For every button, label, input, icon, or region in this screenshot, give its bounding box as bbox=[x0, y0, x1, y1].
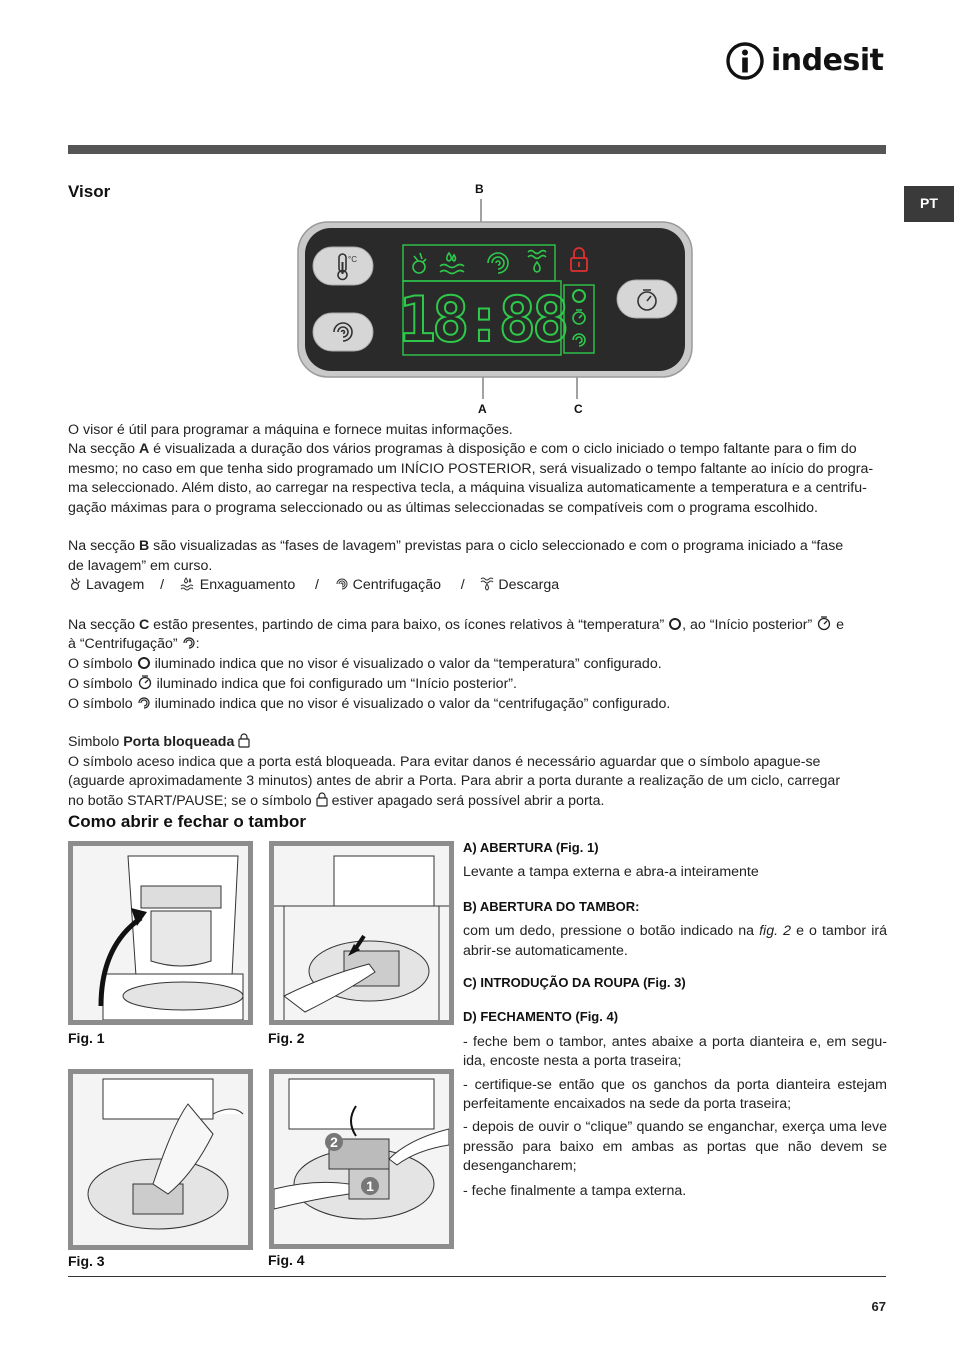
page-number: 67 bbox=[871, 1299, 886, 1314]
drum-instructions bbox=[463, 838, 887, 1201]
visor-p2-line3: ma seleccionado. Além disto, ao carregar na respectiva tecla, a máquina visualiza automaticamente a temperatura e a centrifu- bbox=[68, 480, 867, 497]
step-d-item-4: - feche finalmente a tampa externa. bbox=[463, 1182, 687, 1199]
visor-p4-line2: à “Centrifugação” : bbox=[68, 636, 200, 653]
svg-text:2: 2 bbox=[330, 1134, 338, 1150]
svg-text:1: 1 bbox=[366, 1178, 374, 1194]
figure-3-illustration bbox=[73, 1074, 248, 1245]
temperature-button[interactable] bbox=[313, 247, 373, 285]
step-d-title: D) FECHAMENTO (Fig. 4) bbox=[463, 1009, 619, 1025]
label-a: A bbox=[478, 402, 487, 416]
figure-3-caption: Fig. 3 bbox=[68, 1253, 105, 1269]
phase-drain: Descarga bbox=[498, 577, 560, 594]
language-tab: PT bbox=[904, 186, 954, 222]
figure-1-illustration bbox=[73, 846, 248, 1020]
phase-legend: Lavagem / Enxaguamento / Centrifugação / Descarga bbox=[68, 576, 888, 595]
label-b: B bbox=[475, 182, 484, 196]
section-title-drum: Como abrir e fechar o tambor bbox=[68, 812, 307, 831]
lock-line2: (aguarde aproximadamente 3 minutos) antes de abrir a Porta. Para abrir a porta durante a realização de um ciclo, carregar bbox=[68, 773, 841, 790]
brand-name: indesit bbox=[771, 43, 884, 78]
temp-unit-label: °C bbox=[348, 255, 357, 264]
visor-p2: Na secção A é visualizada a duração dos vários programas à disposição e com o ciclo iniciado o tempo faltante para o fim do bbox=[68, 441, 857, 458]
lock-icon bbox=[316, 792, 328, 807]
section-title-visor: Visor bbox=[68, 182, 111, 201]
brand-emblem-icon bbox=[725, 41, 765, 81]
lock-line1: O símbolo aceso indica que a porta está bloqueada. Para evitar danos é necessário aguardar que o símbolo apague-se bbox=[68, 753, 821, 770]
visor-p1: O visor é útil para programar a máquina e fornece muitas informações. bbox=[68, 422, 513, 438]
delay-indicator-icon bbox=[816, 615, 832, 631]
rinse-icon bbox=[180, 577, 196, 591]
figure-1-caption: Fig. 1 bbox=[68, 1030, 105, 1046]
step-d-item-3: - depois de ouvir o “clique” quando se enganchar, exerça uma leve pressão para baixo em ambas as portas que não devem se desengancharem; bbox=[463, 1119, 887, 1175]
phase-spin: Centrifugação bbox=[352, 577, 441, 594]
figure-4-caption: Fig. 4 bbox=[268, 1252, 305, 1268]
time-digits: 18:88 bbox=[398, 283, 566, 356]
step-c-title: C) INTRODUÇÃO DA ROUPA (Fig. 3) bbox=[463, 975, 686, 991]
phase-rinse: Enxaguamento bbox=[199, 577, 296, 594]
symbol-delay-line: O símbolo iluminado indica que foi configurado um “Início posterior”. bbox=[68, 676, 517, 693]
brand-logo bbox=[725, 40, 887, 82]
bottom-divider bbox=[68, 1276, 886, 1277]
phase-wash: Lavagem bbox=[85, 577, 145, 594]
figure-2-illustration bbox=[274, 846, 449, 1020]
visor-p2-line2: mesmo; no caso em que tenha sido programado um INÍCIO POSTERIOR, será visualizado o tempo faltante ao início do progra- bbox=[68, 460, 874, 477]
visor-p3: Na secção B são visualizadas as “fases de lavagem” previstas para o ciclo seleccionado e com o programa iniciado a “fase bbox=[68, 538, 844, 555]
top-divider bbox=[68, 145, 886, 154]
spin-button[interactable] bbox=[313, 313, 373, 351]
temperature-indicator-icon bbox=[137, 656, 151, 670]
figure-3 bbox=[68, 1069, 253, 1250]
spin-indicator-icon bbox=[182, 636, 196, 650]
lock-icon bbox=[238, 733, 250, 748]
temperature-indicator-icon bbox=[668, 617, 682, 631]
visor-p2-line4: gação máximas para o programa seleccionado ou as últimas seleccionadas se compatíveis com o programa escolhido. bbox=[68, 499, 818, 516]
figure-4 bbox=[269, 1069, 454, 1249]
visor-p4: Na secção C estão presentes, partindo de cima para baixo, os ícones relativos à “temperatura” , ao “Início posterior” e bbox=[68, 617, 845, 634]
delay-indicator-icon bbox=[137, 674, 153, 690]
display-panel-illustration bbox=[296, 195, 696, 407]
figure-4-illustration bbox=[274, 1074, 449, 1244]
wash-icon bbox=[68, 577, 82, 591]
figure-2-caption: Fig. 2 bbox=[268, 1030, 305, 1046]
visor-description bbox=[68, 421, 888, 811]
symbol-temp-line: O símbolo iluminado indica que no visor é visualizado o valor da “temperatura” configurado. bbox=[68, 655, 662, 672]
label-c: C bbox=[574, 402, 583, 416]
visor-p3-line2: de lavagem” em curso. bbox=[68, 557, 213, 574]
step-b-title: B) ABERTURA DO TAMBOR: bbox=[463, 898, 640, 914]
spin-icon bbox=[335, 577, 349, 591]
figure-2 bbox=[269, 841, 454, 1025]
figure-1 bbox=[68, 841, 253, 1025]
step-a-title: A) ABERTURA (Fig. 1) bbox=[463, 840, 599, 855]
symbol-spin-line: O símbolo iluminado indica que no visor é visualizado o valor da “centrifugação” configurado. bbox=[68, 695, 671, 712]
delay-start-button[interactable] bbox=[617, 280, 677, 318]
step-d-item-2: - certifique-se então que os ganchos da porta dianteira estejam perfeitamente encaixados na sede da porta traseira; bbox=[463, 1076, 887, 1113]
step-b-text: com um dedo, pressione o botão indicado na fig. 2 e o tambor irá abrir-se automaticamente. bbox=[463, 923, 887, 959]
lock-line3: no botão START/PAUSE; se o símbolo estiver apagado será possível abrir a porta. bbox=[68, 792, 605, 809]
lock-heading: Simbolo Porta bloqueada bbox=[68, 733, 888, 752]
drain-icon bbox=[480, 577, 494, 591]
spin-indicator-icon bbox=[137, 696, 151, 710]
step-d-item-1: - feche bem o tambor, antes abaixe a porta dianteira e, em segu-ida, encoste nesta a porta traseira; bbox=[463, 1033, 887, 1070]
step-a-text: Levante a tampa externa e abra-a inteiramente bbox=[463, 864, 759, 881]
